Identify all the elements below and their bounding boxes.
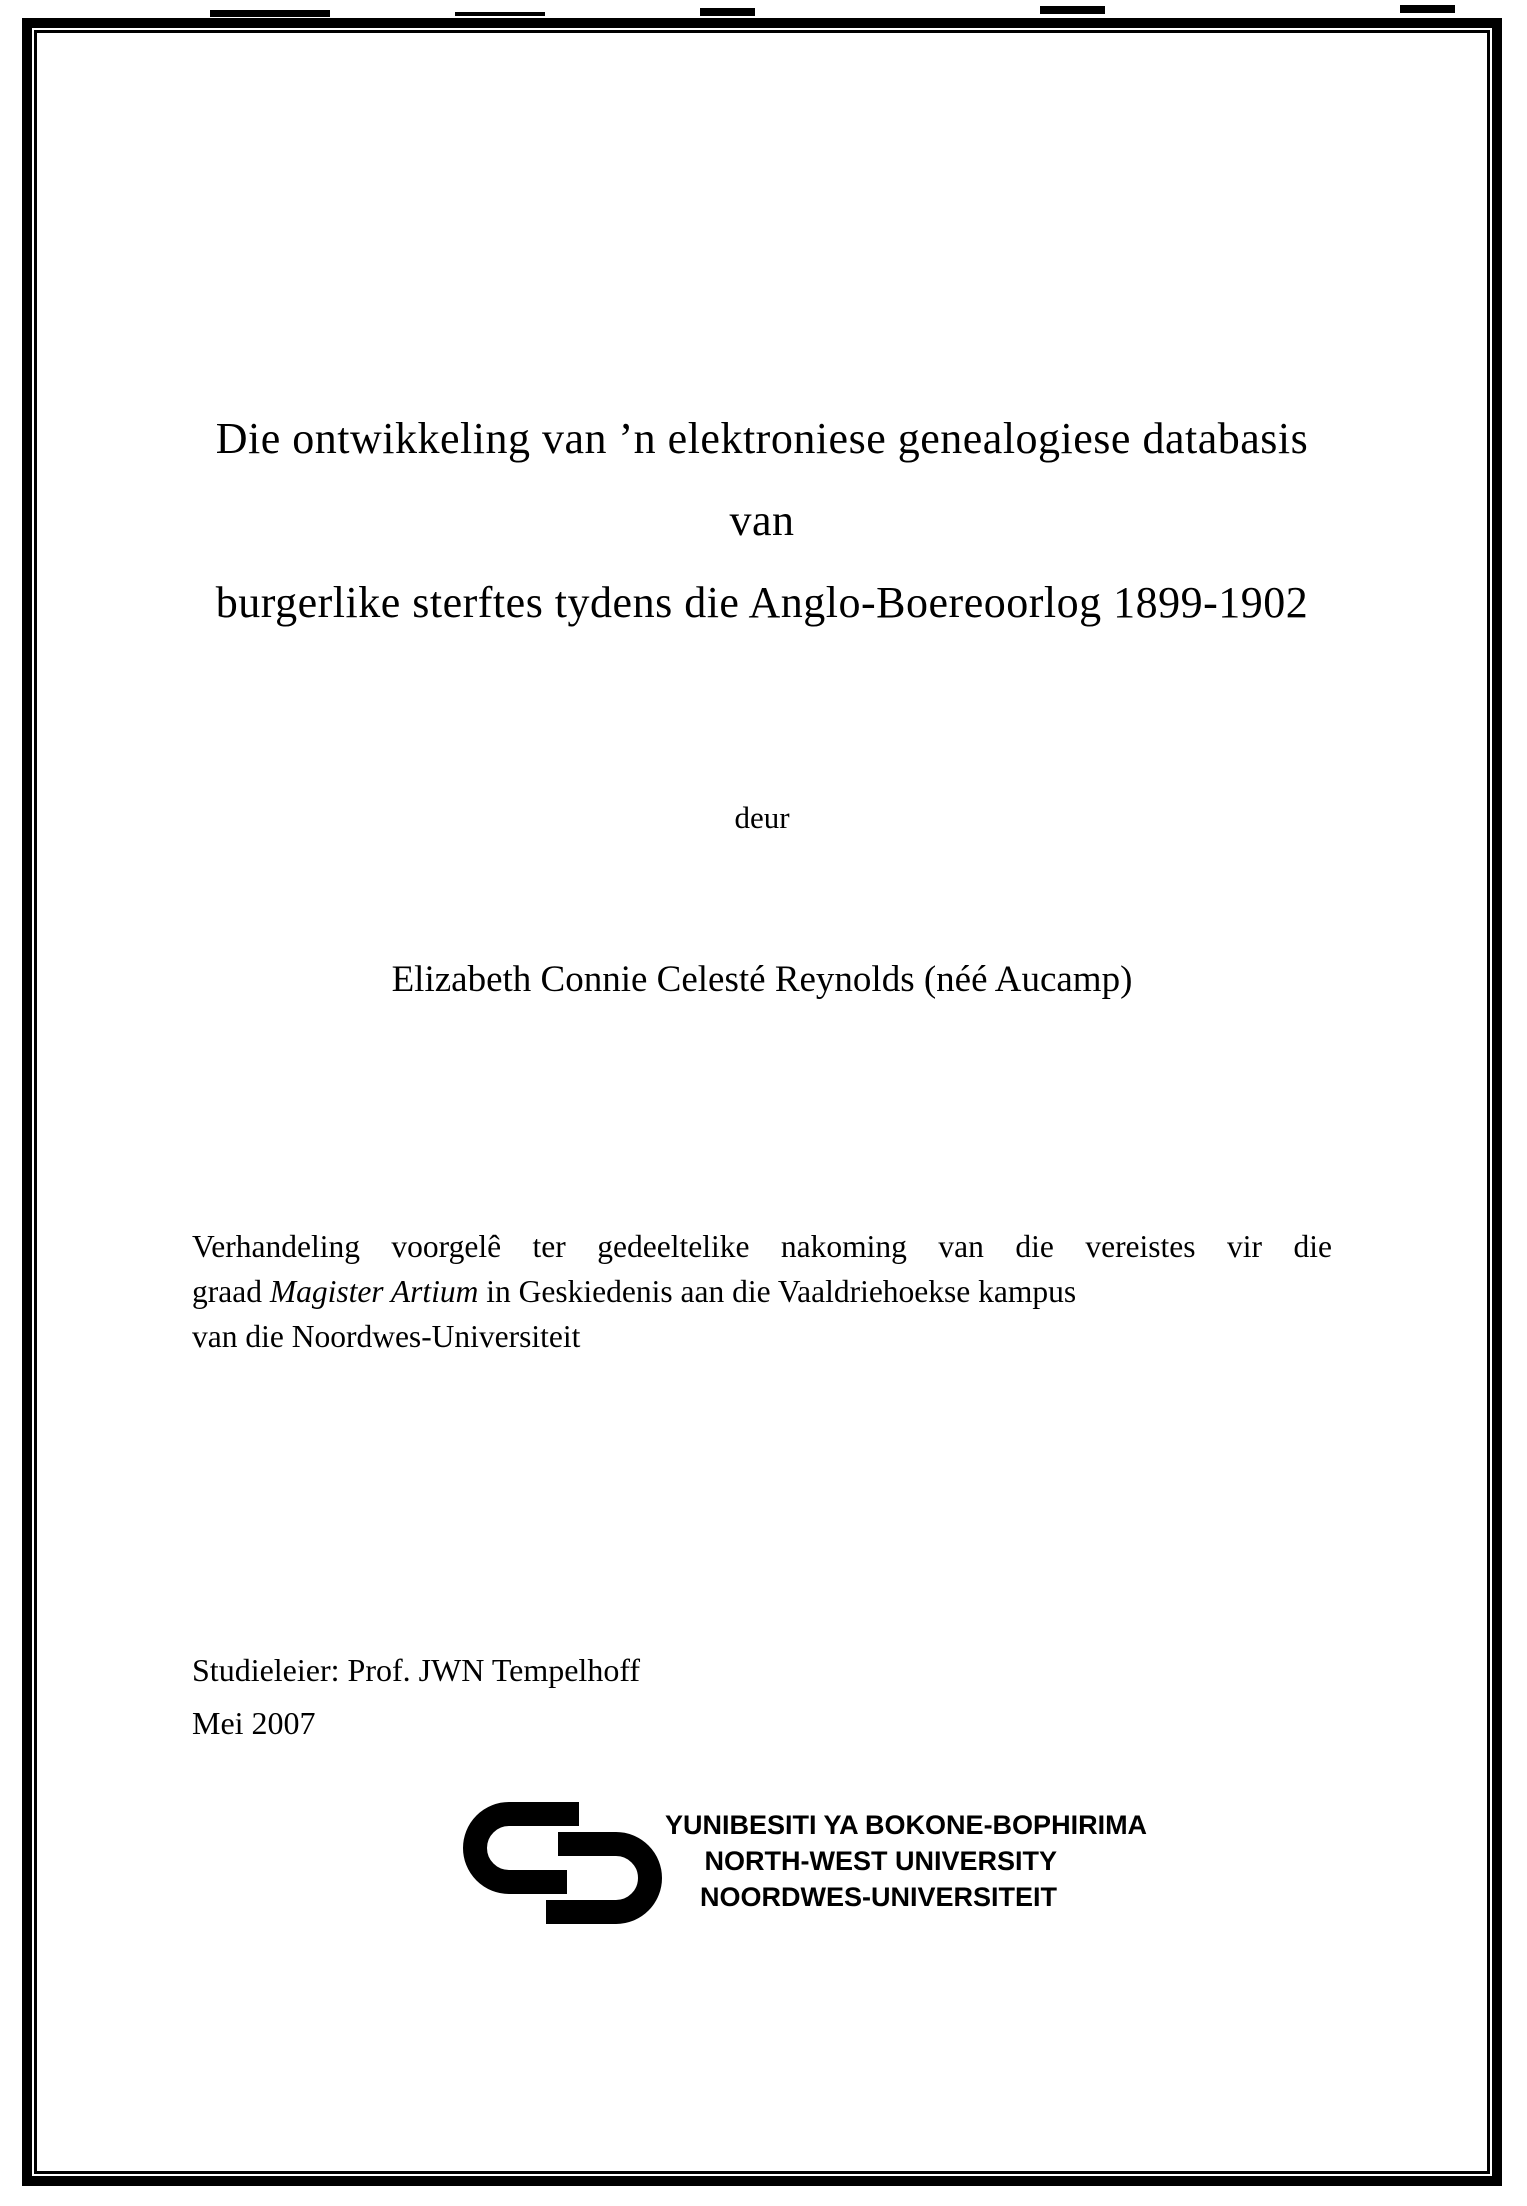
logo-text-line-1: YUNIBESITI YA BOKONE-BOPHIRIMA xyxy=(665,1810,1148,1840)
scan-artifact xyxy=(210,10,330,17)
thesis-title-line-2: burgerlike sterftes tydens die Anglo-Boereoorlog 1899-1902 xyxy=(215,578,1309,627)
supervisor-line: Studieleier: Prof. JWN Tempelhoff xyxy=(192,1652,641,1688)
degree-statement-line-3: van die Noordwes-Universiteit xyxy=(192,1319,581,1354)
date-line: Mei 2007 xyxy=(192,1705,316,1741)
scan-artifact xyxy=(1040,6,1105,14)
byline-label: deur xyxy=(734,800,790,835)
scan-artifact xyxy=(1400,5,1455,13)
scan-artifact xyxy=(700,8,755,16)
author-name: Elizabeth Connie Celesté Reynolds (néé Aucamp) xyxy=(391,959,1133,1000)
university-logo-text xyxy=(665,1802,1148,1915)
scan-artifact xyxy=(455,12,545,16)
degree-statement-line-2-suffix: in Geskiedenis aan die Vaaldriehoekse kampus xyxy=(486,1274,1077,1309)
degree-statement xyxy=(192,1224,1332,1359)
supervisor-block xyxy=(192,1644,1332,1750)
degree-statement-line-1: Verhandeling voorgelê ter gedeeltelike nakoming van die vereistes vir die xyxy=(192,1229,1332,1264)
thesis-title xyxy=(192,398,1332,644)
degree-statement-line-2 xyxy=(192,1269,1332,1314)
interlocked-chain-links-icon xyxy=(463,1802,665,1927)
degree-name-italic: Magister Artium xyxy=(269,1274,479,1309)
logo-text-line-3: NOORDWES-UNIVERSITEIT xyxy=(699,1882,1057,1912)
university-logo xyxy=(463,1802,1148,1927)
thesis-title-line-1: Die ontwikkeling van ’n elektroniese genealogiese databasis van xyxy=(215,414,1309,545)
degree-statement-line-2-prefix: graad xyxy=(192,1274,262,1309)
logo-text-line-2: NORTH-WEST UNIVERSITY xyxy=(704,1846,1057,1876)
